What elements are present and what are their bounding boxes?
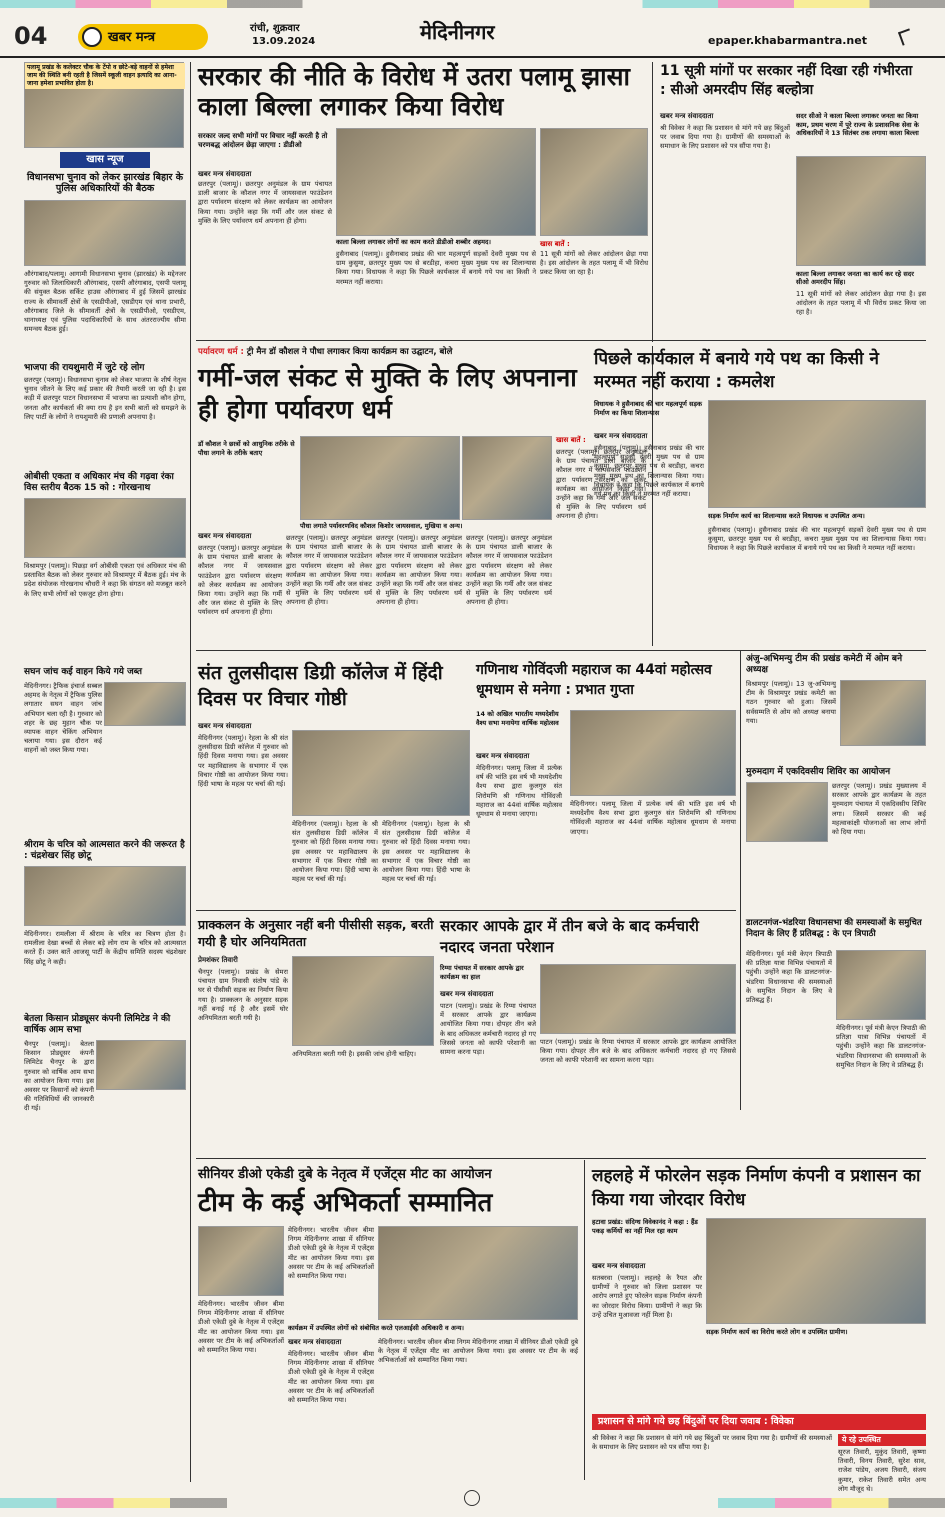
lic-caption: कार्यक्रम में उपस्थित लोगों को संबोधित करते एलआईसी अधिकारी व अन्य। [288, 1324, 578, 1332]
story2-caption: काला बिल्ला लगाकर जनता का कार्य कर रहे सदर सीओ अमरदीप सिंह। [796, 270, 926, 286]
story1-photo-2 [540, 128, 648, 236]
aapke-photo [540, 964, 736, 1034]
ganinath-byline: खबर मन्त्र संवाददाता [476, 752, 530, 760]
left-headline-1: विधानसभा चुनाव को लेकर झारखंड बिहार के पुलिस अधिकारियों की बैठक [26, 172, 184, 194]
top-left-photo [24, 62, 184, 148]
edition-title: मेदिनीनगर [420, 20, 495, 44]
left-text-1: औरंगाबाद/पलामू। आगामी विधानसभा चुनाव (झारखंड) के मद्देनजर गुरुवार को जिलाधिकारी औरंगाबाद, एसपी औरंगाबाद, एसपी पलामू की संयुक्त बैठक सर्किट हाउस औरंगाबाद में हुई जिसमें झारखंड राज्य के सीमावर्ती क्षेत्रों के एसडीपीओ, एसडीएम एवं थाना प्रभारी, औरंगाबाद जिले के सीमावर्ती क्षेत्रों के एसडीपीओ, एसडीएम, थानाध्यक्ष एवं पुलिस पदाधिकारियों के साथ अंतरराज्यीय सीमा समन्वय बैठक हुई। [24, 270, 186, 334]
tulsidas-byline: खबर मन्त्र संवाददाता [198, 722, 252, 730]
prashasan-side-title: ये रहे उपस्थित [838, 1434, 926, 1446]
road-body: हुसैनाबाद (पलामू)। हुसैनाबाद प्रखंड की चार महत्वपूर्ण सड़कों देवरी मुख्य पथ से ग्राम कुसुमा, छतरपुर मुख्य पथ से बरडीहा, कचरा मुख्य मुख्य पथ का शिलान्यास किया गया। विधायक ने कहा कि पिछले कार्यकाल में बनाये गये पथ का किसी ने मरम्मत नहीं कराया। [594, 444, 704, 499]
left-text-6: चैनपुर (पलामू)। बेतला किसान प्रोड्यूसर कंपनी लिमिटेड चैनपुर के द्वारा गुरुवार को वार्षिक आम सभा का आयोजन किया गया। इस अवसर पर किसानों को कंपनी की गतिविधियों की जानकारी दी गई। [24, 1040, 94, 1113]
env-body-4: छतरपुर (पलामू)। छतरपुर अनुमंडल के ग्राम पंचायत डाली बाजार के कौशल नगर में जायसवाल फाउंडेशन द्वारा पर्यावरण संरक्षण को लेकर कार्यक्रम का आयोजन किया गया। उन्होंने कहा कि गर्मी और जल संकट से मुक्ति के लिए पर्यावरण धर्म अपनाना ही होगा। [466, 534, 552, 607]
ganinath-deck: 14 को अखिल भारतीय मध्यदेशीय वैश्य सभा मनायेगा वार्षिक महोत्सव [476, 710, 559, 727]
story2-tail: 11 सूत्री मांगों को लेकर आंदोलन छेड़ा गया है। इस आंदोलन के तहत पलामू में भी विरोध प्रकट किया जा रहा है। [796, 290, 926, 317]
left-text-3: विश्रामपुर (पलामू)। पिछड़ा वर्ग ओबीसी एकता एवं अधिकार मंच की प्रस्तावित बैठक को लेकर गुरुवार को विश्रामपुर में बैठक हुई। मंच के प्रदेश संयोजक गोरखनाथ चौधरी ने कहा कि संगठन को मजबूत करने के लिए सभी लोगों को एकजुट होना होगा। [24, 562, 186, 598]
left-photo-3 [24, 498, 186, 558]
env-photo-2 [462, 436, 552, 520]
left-text-4: मेदिनीनगर। ट्रैफिक इंचार्ज सब्बल अहमद के नेतृत्व में ट्रैफिक पुलिस लगातार सघन वाहन जांच अभियान चला रही है। गुरुवार को शहर के छह मुहान चौक पर व्यापक वाहन चेकिंग अभियान चलाया गया। इस दौरान कई वाहनों को जब्त किया गया। [24, 682, 102, 755]
masthead [0, 12, 945, 58]
aapke-byline: खबर मन्त्र संवाददाता [440, 990, 494, 998]
road-headline: पिछले कार्यकाल में बनाये गये पथ का किसी ने मरम्मत नहीं कराया : कमलेश [594, 349, 879, 392]
env-body: छतरपुर (पलामू)। छतरपुर अनुमंडल के ग्राम पंचायत डाली बाजार के कौशल नगर में जायसवाल फाउंडेशन द्वारा पर्यावरण संरक्षण को लेकर कार्यक्रम का आयोजन किया गया। उन्होंने कहा कि गर्मी और जल संकट से मुक्ति के लिए पर्यावरण धर्म अपनाना ही होगा। [198, 544, 282, 617]
muharram-photo [746, 782, 828, 842]
pmgsy-body-2: अनियमितता बरती गयी है। इसकी जांच होनी चाहिए। [292, 1050, 417, 1058]
aapke-headline: सरकार आपके द्वार में तीन बजे के बाद कर्मचारी नदारद जनता परेशान [440, 917, 699, 956]
pmgsy-headline: प्राक्कलन के अनुसार नहीं बनी पीसीसी सड़क, बरती गयी है घोर अनियमितता [198, 917, 434, 949]
left-photo-5 [24, 866, 186, 926]
env-byline: खबर मन्त्र संवाददाता [198, 532, 252, 540]
forlen-body: सतबरवा (पलामू)। लहलहे के रैयत और ग्रामीणों ने गुरुवार को जिला प्रशासन पर आरोप लगाते हुए फोरलेन सड़क निर्माण कंपनी का जोरदार विरोध किया। ग्रामीणों ने कहा कि उन्हें उचित मुआवजा नहीं मिला है। [592, 1274, 702, 1319]
left-headline-4: सघन जांच कई वाहन किये गये जब्त [24, 667, 142, 677]
ganinath-body: मेदिनीनगर। पलामू जिला में प्रत्येक वर्ष की भांति इस वर्ष भी मध्यदेशीय वैश्य सभा द्वारा कुलगुरु संत शिरोमणि श्री गणिनाथ गोविंदजी महाराज का 44वां वार्षिक महोत्सव धूमधाम से मनाया जाएगा। [476, 764, 562, 819]
story1-byline: खबर मन्त्र संवाददाता [198, 170, 252, 178]
left-headline-3: ओबीसी एकता व अधिकार मंच की गढ़वा रंका विस स्तरीय बैठक 15 को : गोरखनाथ [24, 472, 174, 493]
road-byline: खबर मन्त्र संवाददाता [594, 432, 648, 440]
ganinath-body-2: मेदिनीनगर। पलामू जिला में प्रत्येक वर्ष की भांति इस वर्ष भी मध्यदेशीय वैश्य सभा द्वारा कुलगुरु संत शिरोमणि श्री गणिनाथ गोविंदजी महाराज का 44वां वार्षिक महोत्सव धूमधाम से मनाया जाएगा। [570, 800, 736, 836]
left-headline-2: भाजपा की रायशुमारी में जुटे रहे लोग [24, 363, 145, 373]
daltonganj-photo [836, 950, 926, 1020]
anju-body: विश्रामपुर (पलामू)। 13 जु-अभिमन्यु टीम के विश्रामपुर प्रखंड कमेटी का गठन गुरुवार को हुआ। जिसमें सर्वसम्मति से ओम को अध्यक्ष बनाया गया। [746, 680, 836, 725]
road-caption: सड़क निर्माण कार्य का शिलान्यास करते विधायक व उपस्थित अन्य। [708, 512, 926, 520]
story1-photo [336, 128, 536, 236]
forlen-headline: लहलहे में फोरलेन सड़क निर्माण कंपनी व प्रशासन का किया गया जोरदार विरोध [592, 1166, 921, 1210]
pmgsy-body: चैनपुर (पलामू)। प्रखंड के सेमरा पंचायत ग्राम निवासी संतोष पांडे के घर से पीसीसी सड़क का निर्माण किया गया है। प्राक्कलन के अनुसार सड़क नहीं बनाई गई है और इसमें घोर अनियमितता बरती गयी है। [198, 968, 288, 1023]
daltonganj-headline: डालटनगंज-भंडरिया विधानसभा की समस्याओं के समुचित निदान के लिए हैं प्रतिबद्ध : के एन त्रिपाठी [746, 918, 922, 939]
env-caption: पौधा लगाते पर्यावरणविद कौशल किशोर जायसवाल, मुखिया व अन्य। [300, 522, 552, 530]
story2-headline: 11 सूत्री मांगों पर सरकार नहीं दिखा रही गंभीरता : सीओ अमरदीप सिंह बल्होत्रा [660, 63, 913, 98]
top-register-strip [0, 0, 945, 8]
tulsidas-body: मेदिनीनगर (पलामू)। रेहला के श्री संत तुलसीदास डिग्री कॉलेज में गुरुवार को हिंदी दिवस मनाया गया। इस अवसर पर महाविद्यालय के सभागार में एक विचार गोष्ठी का आयोजन किया गया। हिंदी भाषा के महत्व पर चर्चा की गई। [198, 734, 288, 789]
env-headline: गर्मी-जल संकट से मुक्ति के लिए अपनाना ही होगा पर्यावरण धर्म [198, 363, 577, 424]
story1-headline: सरकार की नीति के विरोध में उतरा पलामू झासा काला बिल्ला लगाकर किया विरोध [198, 62, 630, 121]
env-photo [300, 436, 460, 520]
ganinath-photo [570, 710, 736, 796]
logo-circle-icon [82, 27, 102, 47]
left-photo-4 [104, 682, 186, 726]
h-rule-3 [196, 910, 736, 911]
crosshair-icon [464, 1490, 480, 1506]
city-date: रांची, शुक्रवार [250, 23, 300, 34]
muharram-body: छतरपुर (पलामू)। प्रखंड मुख्यालय में सरकार आपके द्वार कार्यक्रम के तहत मुरुमदाग पंचायत में एकदिवसीय शिविर लगा। जिसमें सरकार की कई महत्वाकांक्षी योजनाओं का लाभ लोगों को दिया गया। [832, 782, 926, 837]
aapke-body: पाटन (पलामू)। प्रखंड के रिग्मा पंचायत में सरकार आपके द्वार कार्यक्रम आयोजित किया गया। दोपहर तीन बजे के बाद अधिकतर कर्मचारी नदारद हो गए जिससे जनता को काफी परेशानी का सामना करना पड़ा। [440, 1002, 536, 1057]
story1-deck: सरकार जल्द सभी मांगों पर विचार नहीं करती है तो चरणबद्ध आंदोलन छेड़ा जाएगा : डीडीओ [198, 132, 328, 149]
ganinath-headline: गणिनाथ गोविंदजी महाराज का 44वां महोत्सव धूमधाम से मनेगा : प्रभात गुप्ता [476, 662, 712, 698]
pmgsy-byline: प्रेमशंकर तिवारी [198, 956, 238, 964]
mid-rule-3 [740, 650, 741, 1110]
daltonganj-body: मेदिनीनगर। पूर्व मंत्री केएन त्रिपाठी की प्रतिज्ञा यात्रा विभिन्न पंचायतों में पहुंची। उन्होंने कहा कि डालटनगंज-भंडरिया विधानसभा की समस्याओं के समुचित निदान के लिए वे प्रतिबद्ध हैं। [746, 950, 832, 1005]
story1-body: छतरपुर (पलामू)। छतरपुर अनुमंडल के ग्राम पंचायत डाली बाजार के कौशल नगर में जायसवाल फाउंडेशन द्वारा पर्यावरण संरक्षण को लेकर कार्यक्रम का आयोजन किया गया। उन्होंने कहा कि गर्मी और जल संकट से मुक्ति के लिए पर्यावरण धर्म अपनाना ही होगा। [198, 180, 332, 225]
story2-byline: खबर मन्त्र संवाददाता [660, 112, 714, 120]
daltonganj-body-2: मेदिनीनगर। पूर्व मंत्री केएन त्रिपाठी की प्रतिज्ञा यात्रा विभिन्न पंचायतों में पहुंची। उन्होंने कहा कि डालटनगंज-भंडरिया विधानसभा की समस्याओं के समुचित निदान के लिए वे प्रतिबद्ध हैं। [836, 1024, 926, 1069]
forlen-photo [706, 1218, 926, 1324]
story2-body: श्री विवेका ने कहा कि प्रशासन से मांगे गये छह बिंदुओं पर जवाब दिया गया है। ग्रामीणों की समस्याओं के समाधान के लिए प्रशासन को पत्र सौंपा गया है। [660, 124, 790, 151]
env-key-points: खास बातें : [556, 436, 586, 444]
top-left-photo-caption: पलामू प्रखंड के कलेक्टर चौक के टेंपो व छोटे-बड़े वाहनों से हमेशा जाम की स्थिति बनी रहती है जिसमें स्कूली वाहन इत्यादि का आना-जाना हमेशा प्रभावित होता है। [25, 63, 185, 89]
story1-key-points: खास बातें : [540, 240, 570, 248]
muharram-headline: मुरुमदाग में एकदिवसीय शिविर का आयोजन [746, 767, 891, 777]
left-photo-1 [24, 200, 186, 266]
anju-headline: अंजु-अभिमन्यु टीम की प्रखंड कमेटी में ओम बने अध्यक्ष [746, 654, 903, 675]
road-deck: विधायक ने हुसैनाबाद की चार महत्वपूर्ण सड़क निर्माण का किया शिलान्यास [594, 400, 702, 417]
env-kicker [198, 346, 598, 357]
pmgsy-photo [292, 956, 434, 1046]
prashasan-body: श्री विवेका ने कहा कि प्रशासन से मांगे गये छह बिंदुओं पर जवाब दिया गया है। ग्रामीणों की समस्याओं के समाधान के लिए प्रशासन को पत्र सौंपा गया है। [592, 1434, 832, 1452]
left-column-rule [190, 62, 191, 1482]
story1-caption: काला बिल्ला लगाकर लोगों का काम करते डीडीओ शब्बीर अहमद। [336, 238, 536, 246]
left-text-2: छतरपुर (पलामू)। विधानसभा चुनाव को लेकर भाजपा के शीर्ष नेतृत्व चुनाव जीतने के लिए कई प्रकार की तैयारी करती जा रही है। इस कड़ी में छतरपुर पाटन विधानसभा में भाजपा का प्रत्याशी कौन होगा, जनता और कार्यकर्ता की क्या राय है इन सभी बातों को समझने के लिए पार्टी के लोगों ने रायशुमारी की प्रणाली अपनाया है। [24, 376, 186, 421]
env-kicker-text: ट्री मैन डॉ कौशल ने पौधा लगाकर किया कार्यक्रम का उद्घाटन, बोले [246, 347, 453, 357]
road-body-2: हुसैनाबाद (पलामू)। हुसैनाबाद प्रखंड की चार महत्वपूर्ण सड़कों देवरी मुख्य पथ से ग्राम कुसुमा, छतरपुर मुख्य पथ से बरडीहा, कचरा मुख्य मुख्य पथ का शिलान्यास किया गया। विधायक ने कहा कि पिछले कार्यकाल में बनाये गये पथ का किसी ने मरम्मत नहीं कराया। [708, 526, 926, 553]
lic-headline-1: सीनियर डीओ एकेडी दुबे के नेतृत्व में एजेंट्स मीट का आयोजन [198, 1167, 492, 1182]
lic-body-3: मेदिनीनगर। भारतीय जीवन बीमा निगम मेदिनीनगर शाखा में सीनियर डीओ एकेडी दुबे के नेतृत्व में एजेंट्स मीट का आयोजन किया गया। इस अवसर पर टीम के कई अभिकर्ताओं को सम्मानित किया गया। [288, 1350, 374, 1405]
road-photo [708, 400, 926, 508]
brand-logo [78, 24, 208, 50]
story1-body-3: 11 सूत्री मांगों को लेकर आंदोलन छेड़ा गया है। इस आंदोलन के तहत पलामू में भी विरोध प्रकट किया जा रहा है। [540, 250, 648, 277]
env-body-3: छतरपुर (पलामू)। छतरपुर अनुमंडल के ग्राम पंचायत डाली बाजार के कौशल नगर में जायसवाल फाउंडेशन द्वारा पर्यावरण संरक्षण को लेकर कार्यक्रम का आयोजन किया गया। उन्होंने कहा कि गर्मी और जल संकट से मुक्ति के लिए पर्यावरण धर्म अपनाना ही होगा। [376, 534, 462, 607]
lic-photo [198, 1226, 284, 1296]
lic-byline: खबर मन्त्र संवाददाता [288, 1338, 342, 1346]
prashasan-side-body: सूरज तिवारी, मुकुंद तिवारी, कृष्णा तिवारी, विनय तिवारी, सुरेश साव, राजेश पांडेय, अजय तिवारी, संजय कुमार, राकेश तिवारी समेत अन्य लोग मौजूद थे। [838, 1448, 926, 1493]
left-text-5: मेदिनीनगर। रामलीला में श्रीराम के चरित्र का चित्रण होता है। रामलीला देखा बच्चों से लेकर बड़े लोग राम के चरित्र को आत्मसात करते हैं। उक्त बातें आजसू पार्टी के केंद्रीय समिति सदस्य चंद्रशेखर सिंह छोटू ने कही। [24, 930, 186, 966]
forlen-deck: हटावा प्रखंड: संदिग्ध विवेकानंद ने कहा : हैंड पकड़ कर्मियों का नहीं मिल रहा काम [592, 1218, 698, 1235]
tulsidas-body-3: मेदिनीनगर (पलामू)। रेहला के श्री संत तुलसीदास डिग्री कॉलेज में गुरुवार को हिंदी दिवस मनाया गया। इस अवसर पर महाविद्यालय के सभागार में एक विचार गोष्ठी का आयोजन किया गया। हिंदी भाषा के महत्व पर चर्चा की गई। [382, 820, 470, 884]
aapke-deck: रिग्मा पंचायत में सरकार आपके द्वार कार्यक्रम का हाल [440, 964, 524, 981]
prashasan-bar: प्रशासन से मांगे गये छह बिंदुओं पर दिया जवाब : विवेका [592, 1414, 926, 1430]
cursor-icon [898, 28, 914, 45]
left-headline-5: श्रीराम के चरित्र को आत्मसात करने की जरूरत है : चंद्रशेखर सिंह छोटू [24, 840, 185, 861]
left-headline-6: बेतला किसान प्रोड्यूसर कंपनी लिमिटेड ने की वार्षिक आम सभा [24, 1014, 171, 1035]
env-kicker-label: पर्यावरण धर्म : [198, 347, 244, 357]
mid-rule-4 [584, 1160, 585, 1480]
forlen-byline: खबर मन्त्र संवाददाता [592, 1262, 646, 1270]
env-body-2: छतरपुर (पलामू)। छतरपुर अनुमंडल के ग्राम पंचायत डाली बाजार के कौशल नगर में जायसवाल फाउंडेशन द्वारा पर्यावरण संरक्षण को लेकर कार्यक्रम का आयोजन किया गया। उन्होंने कहा कि गर्मी और जल संकट से मुक्ति के लिए पर्यावरण धर्म अपनाना ही होगा। [286, 534, 372, 607]
story1-body-2: हुसैनाबाद (पलामू)। हुसैनाबाद प्रखंड की चार महत्वपूर्ण सड़कों देवरी मुख्य पथ से ग्राम कुसुमा, छतरपुर मुख्य पथ से बरडीहा, कचरा मुख्य मुख्य पथ का शिलान्यास किया गया। विधायक ने कहा कि पिछले कार्यकाल में बनाये गये पथ का किसी ने मरम्मत नहीं कराया। [336, 250, 536, 286]
lic-photo-2 [378, 1226, 578, 1320]
lic-body-2: मेदिनीनगर। भारतीय जीवन बीमा निगम मेदिनीनगर शाखा में सीनियर डीओ एकेडी दुबे के नेतृत्व में एजेंट्स मीट का आयोजन किया गया। इस अवसर पर टीम के कई अभिकर्ताओं को सम्मानित किया गया। [288, 1226, 374, 1281]
lic-headline-2: टीम के कई अभिकर्ता सम्मानित [198, 1188, 493, 1218]
lic-body-4: मेदिनीनगर। भारतीय जीवन बीमा निगम मेदिनीनगर शाखा में सीनियर डीओ एकेडी दुबे के नेतृत्व में एजेंट्स मीट का आयोजन किया गया। इस अवसर पर टीम के कई अभिकर्ताओं को सम्मानित किया गया। [378, 1338, 578, 1365]
story2-deck: सदर सीओ ने काला बिल्ला लगाकर जनता का किया काम, प्रथम चरण में पूरे राज्य के प्रशासनिक सेवा के अधिकारियों ने 13 सितंबर तक लगाया काला बिल्ला [796, 112, 919, 137]
khaas-news-label: खास न्यूज [60, 152, 150, 168]
epaper-link[interactable]: epaper.khabarmantra.net [708, 34, 867, 47]
left-photo-6 [96, 1040, 186, 1090]
brand-name: खबर मन्त्र [108, 30, 156, 45]
h-rule-2 [196, 650, 926, 651]
lic-body: मेदिनीनगर। भारतीय जीवन बीमा निगम मेदिनीनगर शाखा में सीनियर डीओ एकेडी दुबे के नेतृत्व में एजेंट्स मीट का आयोजन किया गया। इस अवसर पर टीम के कई अभिकर्ताओं को सम्मानित किया गया। [198, 1300, 284, 1355]
story2-photo [796, 156, 926, 266]
forlen-caption: सड़क निर्माण कार्य का विरोध करते लोग व उपस्थित ग्रामीण। [706, 1328, 926, 1336]
page-number: 04 [14, 22, 48, 50]
mid-rule-1 [652, 62, 653, 342]
h-rule-4 [196, 1158, 926, 1159]
h-rule-1 [196, 340, 926, 341]
tulsidas-photo [292, 730, 470, 816]
anju-photo [840, 680, 926, 746]
env-deck: डॉ कौशल ने छात्रों को आधुनिक तरीके से पौधा लगाने के तरीके बताए [198, 440, 295, 457]
issue-date: 13.09.2024 [252, 36, 316, 47]
aapke-body-2: पाटन (पलामू)। प्रखंड के रिग्मा पंचायत में सरकार आपके द्वार कार्यक्रम आयोजित किया गया। दोपहर तीन बजे के बाद अधिकतर कर्मचारी नदारद हो गए जिससे जनता को काफी परेशानी का सामना करना पड़ा। [540, 1038, 736, 1065]
tulsidas-headline: संत तुलसीदास डिग्री कॉलेज में हिंदी दिवस पर विचार गोष्ठी [198, 662, 443, 710]
env-body-5: छतरपुर (पलामू)। छतरपुर अनुमंडल के ग्राम पंचायत डाली बाजार के कौशल नगर में जायसवाल फाउंडेशन द्वारा पर्यावरण संरक्षण को लेकर कार्यक्रम का आयोजन किया गया। उन्होंने कहा कि गर्मी और जल संकट से मुक्ति के लिए पर्यावरण धर्म अपनाना ही होगा। [556, 448, 646, 521]
tulsidas-body-2: मेदिनीनगर (पलामू)। रेहला के श्री संत तुलसीदास डिग्री कॉलेज में गुरुवार को हिंदी दिवस मनाया गया। इस अवसर पर महाविद्यालय के सभागार में एक विचार गोष्ठी का आयोजन किया गया। हिंदी भाषा के महत्व पर चर्चा की गई। [292, 820, 378, 884]
